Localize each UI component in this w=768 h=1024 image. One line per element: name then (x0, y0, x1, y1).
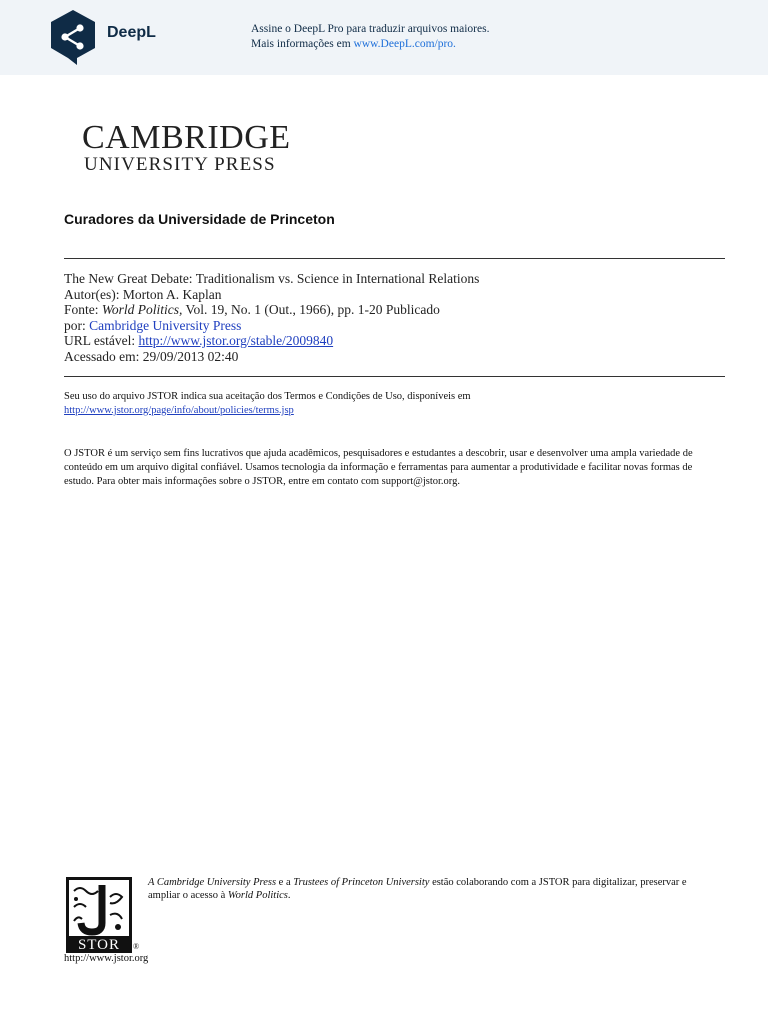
jstor-logo-text: STOR (77, 937, 121, 953)
publisher-link[interactable]: Cambridge University Press (89, 317, 242, 333)
stable-url-link[interactable]: http://www.jstor.org/stable/2009840 (138, 333, 334, 348)
deepl-brand-name: DeepL (107, 24, 156, 41)
cambridge-university-press-logo (82, 121, 322, 175)
published-by-label: por: (64, 317, 90, 333)
deepl-logo-icon[interactable] (46, 8, 100, 66)
jstor-logo-icon (66, 877, 132, 953)
collab-trustees: Trustees of Princeton University (293, 877, 430, 888)
article-accessed-line (64, 349, 725, 365)
article-author: Morton A. Kaplan (122, 286, 222, 302)
top-divider (64, 258, 725, 259)
terms-text: Seu uso do arquivo JSTOR indica sua aceitação dos Termos e Condições de Uso, disponíveis em (64, 391, 471, 402)
accessed-date: 29/09/2013 02:40 (142, 348, 239, 364)
article-source-line (64, 302, 725, 318)
article-metadata (64, 271, 725, 364)
jstor-url[interactable]: http://www.jstor.org (64, 953, 149, 964)
cup-logo-line1: CAMBRIDGE (82, 119, 291, 156)
collab-journal: World Politics (227, 889, 288, 901)
cup-logo-line2: UNIVERSITY PRESS (84, 154, 276, 175)
article-title: The New Great Debate: Traditionalism vs. Science in International Relations (64, 271, 480, 286)
terms-link[interactable]: http://www.jstor.org/page/info/about/policies/terms.jsp (64, 405, 294, 416)
source-details: Vol. 19, No. 1 (Out., 1966), pp. 1-20 Publicado (182, 302, 440, 317)
deepl-pro-link[interactable]: www.DeepL.com/pro. (353, 38, 456, 50)
deepl-promo-line1: Assine o DeepL Pro para traduzir arquivos maiores. (251, 23, 490, 35)
article-url-line (64, 333, 725, 349)
author-label: Autor(es): (64, 286, 123, 302)
journal-name: World Politics, (101, 302, 183, 317)
collab-rest: estão colaborando com a JSTOR para digitalizar, preservar e ampliar o acesso à (148, 877, 687, 901)
url-label: URL estável: (64, 333, 139, 348)
curators-heading: Curadores da Universidade de Princeton (64, 211, 335, 227)
registered-mark: ® (133, 942, 140, 951)
deepl-promo (251, 22, 489, 52)
deepl-promo-line2 (251, 37, 489, 52)
bottom-divider (64, 376, 725, 377)
about-jstor: O JSTOR é um serviço sem fins lucrativos que ajuda acadêmicos, pesquisadores e estudantes a descobrir, usar e desenvolver uma ampla variedade de conteúdo em um arquivo digital confiável. Usamos tecnologia da informação e ferramentas para aumentar a produtividade e facilitar novas formas de estudo. Para obter mais informações sobre o JSTOR, entre em contato com support@jstor.org. (64, 448, 693, 488)
deepl-promo-prefix: Mais informações em (251, 38, 354, 50)
collab-and: e a (276, 877, 294, 888)
collab-end: . (287, 889, 291, 901)
article-publisher-line (64, 318, 725, 334)
source-label: Fonte: (64, 302, 102, 317)
article-author-line (64, 287, 725, 303)
deepl-banner (0, 0, 768, 75)
accessed-label: Acessado em: (64, 348, 143, 364)
collab-cup: A Cambridge University Press (148, 877, 277, 888)
collaboration-notice (148, 877, 708, 902)
terms-notice (64, 390, 725, 418)
